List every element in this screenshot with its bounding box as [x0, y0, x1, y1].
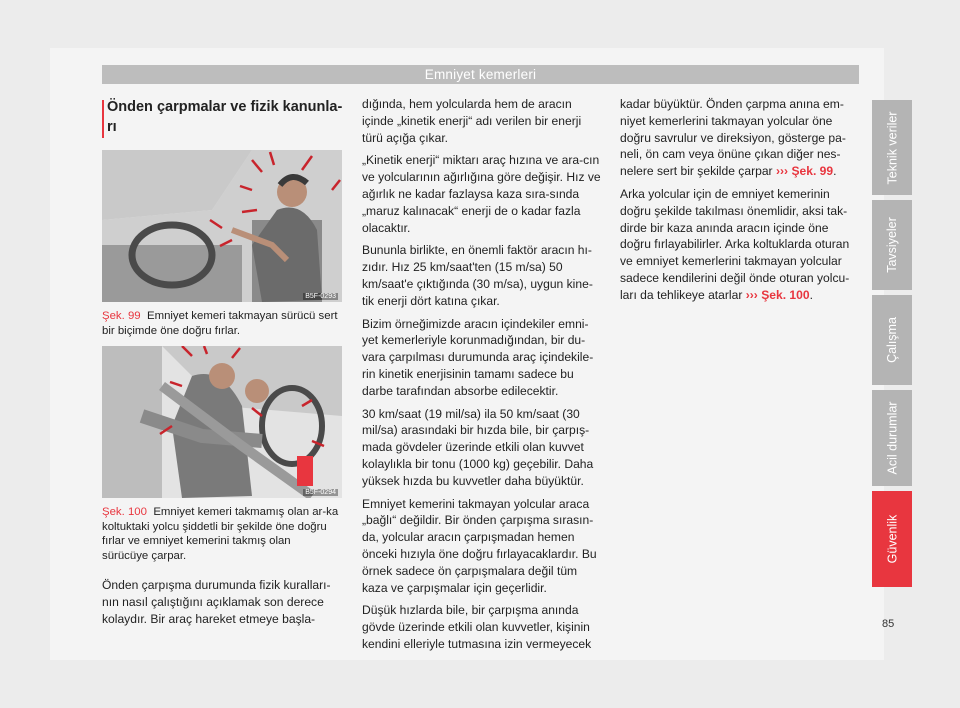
column-2 — [362, 96, 602, 659]
paragraph-text: Arka yolcular için de emniyet kemerinin doğru şekilde takılması önemlidir, aksi tak-dirde bir kaza anında aracın içinde öne doğru fırlayabilirler. Arka koltuklarda oturan ve emniyet kemerlerini takmayan yolcular sadece kendilerini değil önde oturan yolcu-ları da tehlikeye atarlar — [620, 186, 850, 302]
ref-arrow-icon: ››› — [775, 164, 789, 179]
tab-label: Tavsiyeler — [885, 217, 900, 273]
page-header: Emniyet kemerleri — [102, 65, 859, 84]
driver-crash-illustration — [102, 150, 342, 302]
figure-100-link[interactable]: Şek. 100 — [761, 287, 810, 302]
section-title-bar — [102, 100, 104, 138]
figure-99-caption — [102, 309, 340, 338]
ref-arrow-icon: ››› — [745, 287, 758, 302]
paragraph: Düşük hızlarda bile, bir çarpışma anında gövde üzerinde etkili olan kuvvetler, kişinin kendini elleriyle tutmasına izin vermeyecek — [362, 603, 592, 651]
tab-label: Teknik veriler — [885, 111, 899, 184]
paragraph: dığında, hem yolcularda hem de aracın içinde „kinetik enerji“ adı verilen bir enerji türü açığa çıkar. — [362, 97, 582, 145]
figure-code: B5F-0294 — [305, 489, 336, 496]
figure-100-caption — [102, 505, 340, 563]
figure-100-image — [102, 346, 342, 498]
tab-label: Çalışma — [885, 317, 899, 363]
tab-teknik-veriler[interactable] — [872, 100, 912, 195]
paragraph: Bununla birlikte, en önemli faktör aracın hı-zıdır. Hız 25 km/saat'ten (15 m/sa) 50 km/saat'e çıktığında (30 m/sa), uygun kine-tik enerji dört katına çıkar. — [362, 243, 593, 308]
paragraph: „Kinetik enerji“ miktarı araç hızına ve ara-cın ve yolcularının ağırlığına göre değişir. Hız ve ağırlık ne kadar fazlaysa kaza sıra-sında „maruz kalınacak“ enerji de o kadar fazla olacaktır. — [362, 153, 601, 235]
paragraph: 30 km/saat (19 mil/sa) ila 50 km/saat (30 mil/sa) arasındaki bir hızda bile, bir çarpış-mada gövdeler üzerinde etkili olan kuvvet kolaylıkla bir tonu (1000 kg) geçebilir. Daha yüksek hızda bu kuvvetler daha büyüktür. — [362, 406, 594, 488]
figure-100-caption-text: Emniyet kemeri takmamış olan ar-ka koltuktaki yolcu şiddetli bir şekilde öne doğru fırlar ve emniyet kemerini takmış olan sürücüye çarpar. — [102, 506, 339, 562]
tab-tavsiyeler[interactable] — [872, 200, 912, 290]
paragraph: Arka yolcular için de emniyet kemerinin doğru şekilde takılması önemlidir, aksi tak-dirde bir kaza anında aracın içinde öne doğru fırlayabilirler. Arka koltuklarda oturan ve emniyet kemerlerini takmayan yolcular sadece kendilerini değil önde oturan yolcu-ları da tehlikeye atarlar ››› Şek. 100. — [620, 186, 850, 302]
paragraph-text: kadar büyüktür. Önden çarpma anına em-niyet kemerlerini takmayan yolcular öne doğru savrulur ve direksiyon, gösterge pa-neli, ön cam veya önüne çıkan diğer nes-nelere sert bir şekilde çarpar — [620, 97, 846, 179]
figure-100-ref: Şek. 100 — [102, 506, 147, 518]
section-title: Önden çarpmalar ve fizik kanunla-rı — [107, 99, 343, 135]
figure-99-caption-text: Emniyet kemeri takmayan sürücü sert bir biçimde öne doğru fırlar. — [102, 310, 338, 337]
intro-paragraph: Önden çarpışma durumunda fizik kuralları-nın nasıl çalıştığını açıklamak son derece kolaydır. Bir araç hareket etmeye başla- — [102, 578, 331, 626]
figure-code: B5F-0293 — [305, 293, 336, 300]
tab-label: Güvenlik — [885, 514, 900, 564]
tab-label: Acil durumlar — [885, 401, 899, 475]
rear-passenger-crash-illustration — [102, 346, 342, 498]
page-number: 85 — [882, 618, 895, 630]
paragraph: Emniyet kemerini takmayan yolcular araca „bağlı“ değildir. Bir önden çarpışma sırasın-da, yolcular aracın çarpışmadan hemen önceki hızıyla öne doğru fırlayacaklardır. Bu örnek sadece ön çarpışmalara değil tüm kaza ve çarpışmalar için geçerlidir. — [362, 496, 597, 595]
figure-99-link[interactable]: Şek. 99 — [791, 164, 834, 179]
column-3 — [620, 96, 860, 310]
tab-acil-durumlar[interactable] — [872, 390, 912, 486]
figure-99-image — [102, 150, 342, 302]
paragraph: Bizim örneğimizde aracın içindekiler emni-yet kemerleriyle korunmadığından, bir du-vara çarpılması durumunda araç içindekile-rin kinetik enerjisinin tamamı sadece bu darbe tarafından absorbe edilecektir. — [362, 316, 594, 398]
tab-calisma[interactable] — [872, 295, 912, 385]
tab-guvenlik[interactable] — [872, 491, 912, 587]
figure-99-ref: Şek. 99 — [102, 310, 141, 322]
paragraph: kadar büyüktür. Önden çarpma anına em-niyet kemerlerini takmayan yolcular öne doğru savrulur ve direksiyon, gösterge pa-neli, ön cam veya önüne çıkan diğer nes-nelere sert bir şekilde çarpar ››› Şek. 99. — [620, 97, 846, 179]
